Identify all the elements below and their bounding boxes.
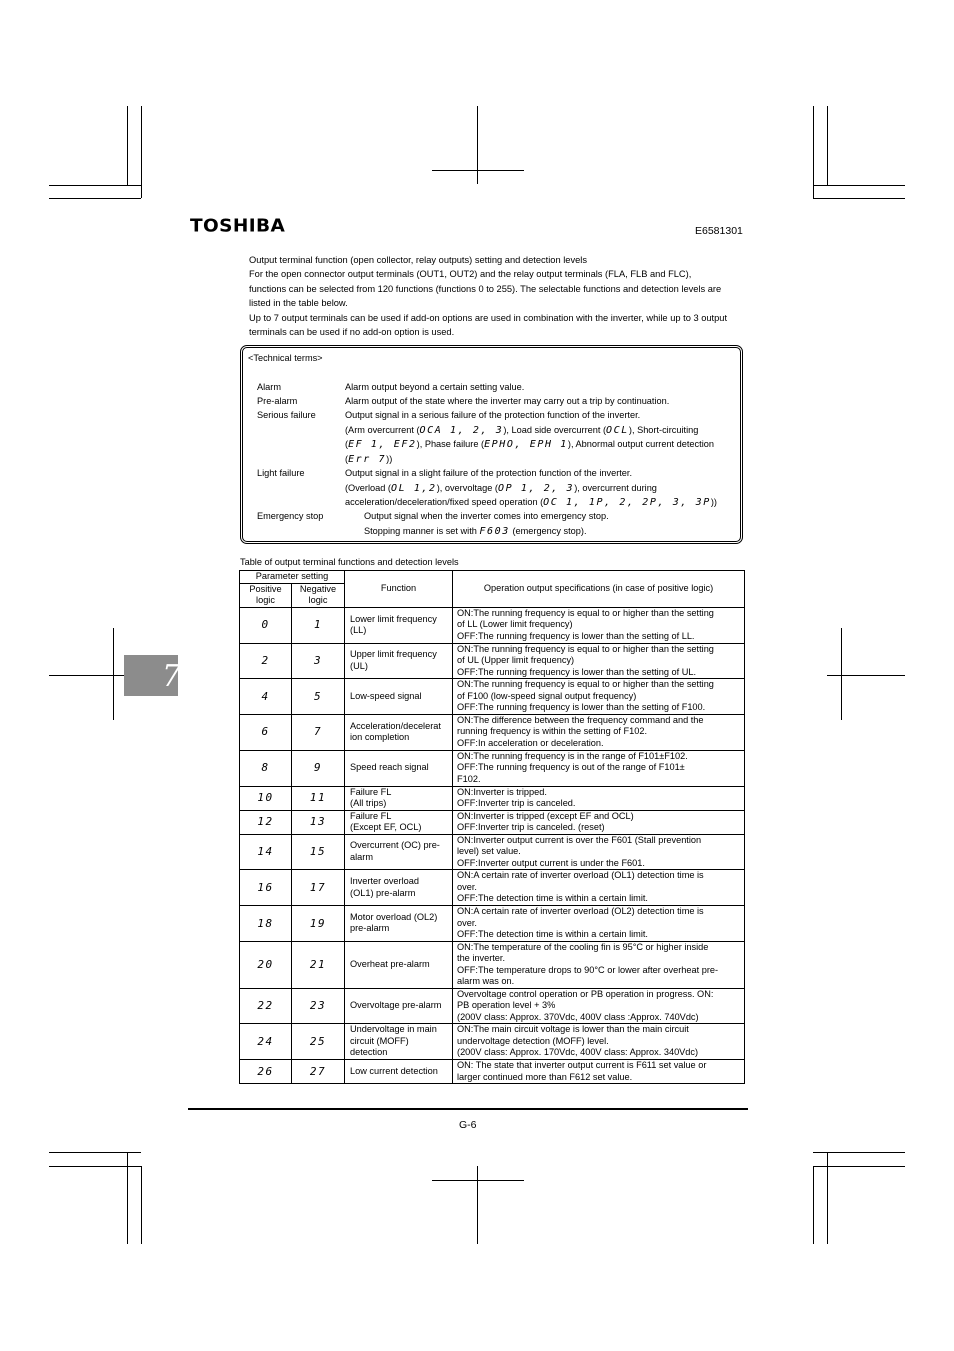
positive-logic-value: 16 (240, 870, 292, 906)
operation-spec-line: PB operation level + 3% (457, 1000, 556, 1010)
term-serious-failure: Serious failure (257, 410, 316, 420)
table-row (240, 870, 745, 906)
operation-spec-line: over. (457, 881, 477, 892)
param-code: OCA 1, 2, 3 (419, 425, 504, 436)
function-name-line: Speed reach signal (350, 762, 429, 773)
param-code: OL 1,2 (390, 483, 437, 494)
operation-spec-line: OFF:Inverter trip is canceled. (reset) (457, 822, 605, 832)
function-name (345, 1024, 453, 1060)
term-serious-desc-line: (Arm overcurrent (OCA 1, 2, 3), Load side overcurrent (OCL), Short-circuiting (345, 425, 699, 436)
operation-spec-line: running frequency is within the setting of F102. (457, 726, 648, 736)
header-spec: Operation output specifications (in case of positive logic) (453, 571, 745, 608)
negative-logic-value: 21 (292, 941, 345, 988)
function-name (345, 679, 453, 715)
page-number: G-6 (459, 1119, 477, 1131)
function-name-line: pre-alarm (350, 923, 390, 934)
intro-line: terminals can be used if no add-on option is used. (249, 327, 455, 337)
function-name-line: Lower limit frequency (350, 613, 437, 624)
operation-spec-line: ON:Inverter is tripped (except EF and OCL) (457, 810, 634, 821)
function-name-line: Failure FL (350, 810, 392, 821)
term-emergency-desc: Output signal when the inverter comes into emergency stop. (364, 511, 609, 521)
negative-logic-value: 27 (292, 1060, 345, 1084)
operation-spec-line: ON:The running frequency is equal to or higher than the setting (457, 607, 714, 618)
operation-spec-line: (200V class: Approx. 370Vdc, 400V class :Approx. 740Vdc) (457, 1011, 699, 1022)
function-name (345, 714, 453, 750)
operation-spec-line: OFF:The running frequency is lower than the setting of UL. (457, 666, 697, 677)
operation-spec-line: undervoltage detection (MOFF) level. (457, 1035, 609, 1046)
term-light-desc-line: (Overload (OL 1,2), overvoltage (OP 1, 2, 3), overcurrent during (345, 483, 657, 494)
function-name-line: Overcurrent (OC) pre- (350, 840, 440, 851)
function-name (345, 870, 453, 906)
term-serious-desc-line: (Err 7)) (345, 454, 393, 465)
operation-spec (453, 607, 745, 643)
positive-logic-value: 0 (240, 607, 292, 643)
param-code: EF 1, EF2 (348, 439, 417, 450)
operation-spec-line: of F100 (low-speed signal output frequency) (457, 690, 637, 701)
operation-spec (453, 643, 745, 679)
operation-spec (453, 786, 745, 810)
operation-spec-line: of UL (Upper limit frequency) (457, 655, 575, 665)
operation-spec (453, 1024, 745, 1060)
term-serious-desc: Output signal in a serious failure of the protection function of the inverter. (345, 410, 641, 420)
negative-logic-value: 9 (292, 750, 345, 786)
intro-line: For the open connector output terminals (OUT1, OUT2) and the relay output terminals (FLA, FLB and FLC), (249, 269, 692, 279)
param-code: F603 (479, 526, 510, 537)
operation-spec-line: ON:Inverter is tripped. (457, 786, 547, 797)
operation-spec-line: OFF:The detection time is within a certain limit. (457, 929, 648, 939)
positive-logic-value: 26 (240, 1060, 292, 1084)
operation-spec-line: ON:The running frequency is equal to or higher than the setting (457, 643, 714, 654)
operation-spec-line: OFF:Inverter output current is under the F601. (457, 857, 645, 868)
technical-terms-heading: <Technical terms> (248, 353, 323, 363)
operation-spec (453, 870, 745, 906)
operation-spec-line: OFF:The running frequency is lower than the setting of F100. (457, 702, 706, 712)
function-name (345, 786, 453, 810)
negative-logic-value: 11 (292, 786, 345, 810)
table-caption: Table of output terminal functions and detection levels (240, 557, 459, 567)
operation-spec-line: ON: The state that inverter output current is F611 set value or (457, 1060, 707, 1070)
param-code: EPHO, EPH 1 (484, 439, 568, 450)
footer-rule (188, 1108, 748, 1110)
header-function: Function (345, 571, 453, 608)
operation-spec-line: F102. (457, 773, 481, 784)
output-terminal-functions-table (239, 570, 745, 1084)
table-row (240, 941, 745, 988)
table-row (240, 810, 745, 834)
intro-heading: Output terminal function (open collector, relay outputs) setting and detection levels (249, 255, 587, 265)
function-name (345, 906, 453, 942)
function-name-line: (All trips) (350, 798, 387, 808)
function-name (345, 750, 453, 786)
operation-spec-line: ON:The running frequency is in the range of F101±F102. (457, 750, 688, 761)
table-row (240, 1024, 745, 1060)
param-code: Err 7 (348, 454, 387, 465)
function-name-line: Overvoltage pre-alarm (350, 1000, 442, 1010)
table-row (240, 906, 745, 942)
function-name-line: (LL) (350, 625, 367, 635)
negative-logic-value: 19 (292, 906, 345, 942)
table-row (240, 714, 745, 750)
table-row (240, 750, 745, 786)
term-emergency-desc-line: Stopping manner is set with F603 (emergency stop). (364, 526, 587, 537)
operation-spec-line: (200V class: Approx. 170Vdc, 400V class: Approx. 340Vdc) (457, 1047, 699, 1057)
positive-logic-value: 12 (240, 810, 292, 834)
operation-spec-line: ON:A certain rate of inverter overload (OL2) detection time is (457, 906, 704, 916)
param-code: OCL (606, 425, 629, 436)
table-row (240, 834, 745, 870)
operation-spec-line: OFF:In acceleration or deceleration. (457, 737, 604, 748)
function-name-line: Undervoltage in main (350, 1024, 437, 1035)
header-negative-logic: Negative logic (292, 583, 345, 607)
negative-logic-value: 7 (292, 714, 345, 750)
term-pre-alarm-desc: Alarm output of the state where the inverter may carry out a trip by continuation. (345, 396, 670, 406)
term-light-failure: Light failure (257, 468, 305, 478)
function-name (345, 810, 453, 834)
chapter-number: 7 (162, 659, 182, 694)
table-row (240, 1060, 745, 1084)
positive-logic-value: 2 (240, 643, 292, 679)
term-pre-alarm: Pre-alarm (257, 396, 298, 406)
negative-logic-value: 1 (292, 607, 345, 643)
brand-logo: TOSHIBA (190, 216, 286, 237)
table-row (240, 786, 745, 810)
operation-spec-line: alarm was on. (457, 976, 515, 986)
table-row (240, 607, 745, 643)
operation-spec-line: ON:The main circuit voltage is lower than the main circuit (457, 1024, 689, 1034)
term-alarm: Alarm (257, 382, 281, 392)
operation-spec (453, 941, 745, 988)
operation-spec (453, 679, 745, 715)
table-row (240, 988, 745, 1024)
operation-spec (453, 906, 745, 942)
negative-logic-value: 25 (292, 1024, 345, 1060)
function-name (345, 988, 453, 1024)
function-name-line: Failure FL (350, 786, 392, 797)
operation-spec (453, 714, 745, 750)
term-alarm-desc: Alarm output beyond a certain setting value. (345, 382, 525, 392)
intro-line: functions can be selected from 120 functions (functions 0 to 255). The selectable functions and detection levels are (249, 284, 722, 294)
function-name-line: ion completion (350, 732, 410, 742)
negative-logic-value: 3 (292, 643, 345, 679)
header-positive-logic: Positive logic (240, 583, 292, 607)
table-row (240, 643, 745, 679)
function-name-line: alarm (350, 851, 373, 862)
term-serious-desc-line: (EF 1, EF2), Phase failure (EPHO, EPH 1), Abnormal output current detection (345, 439, 714, 450)
operation-spec-line: OFF:The temperature drops to 90°C or lower after overheat pre- (457, 964, 719, 975)
operation-spec-line: of LL (Lower limit frequency) (457, 619, 573, 629)
function-name-line: Low-speed signal (350, 690, 422, 701)
operation-spec (453, 988, 745, 1024)
function-name-line: detection (350, 1047, 388, 1058)
positive-logic-value: 18 (240, 906, 292, 942)
function-name (345, 607, 453, 643)
operation-spec-line: ON:Inverter output current is over the F601 (Stall prevention (457, 834, 702, 845)
function-name (345, 834, 453, 870)
positive-logic-value: 6 (240, 714, 292, 750)
function-name-line: (Except EF, OCL) (350, 822, 422, 832)
operation-spec (453, 834, 745, 870)
function-name (345, 941, 453, 988)
positive-logic-value: 14 (240, 834, 292, 870)
negative-logic-value: 23 (292, 988, 345, 1024)
operation-spec-line: over. (457, 917, 477, 928)
table-row (240, 679, 745, 715)
function-name-line: Upper limit frequency (350, 649, 437, 660)
operation-spec-line: OFF:The running frequency is lower than the setting of LL. (457, 630, 695, 641)
function-name-line: Overheat pre-alarm (350, 958, 430, 969)
function-name-line: (UL) (350, 660, 368, 671)
function-name-line: (OL1) pre-alarm (350, 887, 416, 898)
operation-spec-line: ON:The running frequency is equal to or higher than the setting (457, 679, 714, 689)
function-name (345, 643, 453, 679)
param-code: OP 1, 2, 3 (497, 483, 575, 494)
term-emergency-stop: Emergency stop (257, 511, 324, 521)
operation-spec-line: ON:The temperature of the cooling fin is 95°C or higher inside (457, 941, 709, 952)
document-number: E6581301 (695, 225, 743, 237)
operation-spec-line: ON:A certain rate of inverter overload (OL1) detection time is (457, 870, 704, 880)
intro-line: Up to 7 output terminals can be used if add-on options are used in combination with the inverter, while up to 3 output (249, 313, 728, 323)
operation-spec (453, 810, 745, 834)
function-name-line: Acceleration/decelerat (350, 720, 441, 731)
intro-line: listed in the table below. (249, 298, 348, 308)
term-light-desc: Output signal in a slight failure of the protection function of the inverter. (345, 468, 633, 478)
param-code: OC 1, 1P, 2, 2P, 3, 3P (543, 497, 711, 508)
operation-spec-line: OFF:The running frequency is out of the range of F101± (457, 762, 685, 772)
operation-spec-line: larger continued more than F612 set value. (457, 1071, 633, 1082)
operation-spec-line: OFF:The detection time is within a certain limit. (457, 893, 648, 903)
positive-logic-value: 20 (240, 941, 292, 988)
function-name (345, 1060, 453, 1084)
positive-logic-value: 24 (240, 1024, 292, 1060)
function-name-line: Inverter overload (350, 876, 419, 886)
operation-spec-line: level) set value. (457, 846, 521, 856)
header-parameter-setting: Parameter setting (240, 571, 345, 584)
function-name-line: Motor overload (OL2) (350, 911, 438, 922)
function-name-line: circuit (MOFF) (350, 1035, 409, 1046)
function-name-line: Low current detection (350, 1065, 438, 1076)
positive-logic-value: 10 (240, 786, 292, 810)
negative-logic-value: 13 (292, 810, 345, 834)
operation-spec (453, 750, 745, 786)
operation-spec-line: ON:The difference between the frequency command and the (457, 714, 704, 725)
positive-logic-value: 4 (240, 679, 292, 715)
operation-spec-line: OFF:Inverter trip is canceled. (457, 798, 576, 808)
negative-logic-value: 15 (292, 834, 345, 870)
term-light-desc-line: acceleration/deceleration/fixed speed operation (OC 1, 1P, 2, 2P, 3, 3P)) (345, 497, 717, 508)
operation-spec (453, 1060, 745, 1084)
negative-logic-value: 17 (292, 870, 345, 906)
negative-logic-value: 5 (292, 679, 345, 715)
positive-logic-value: 22 (240, 988, 292, 1024)
operation-spec-line: the inverter. (457, 953, 506, 963)
positive-logic-value: 8 (240, 750, 292, 786)
operation-spec-line: Overvoltage control operation or PB operation in progress. ON: (457, 988, 714, 999)
